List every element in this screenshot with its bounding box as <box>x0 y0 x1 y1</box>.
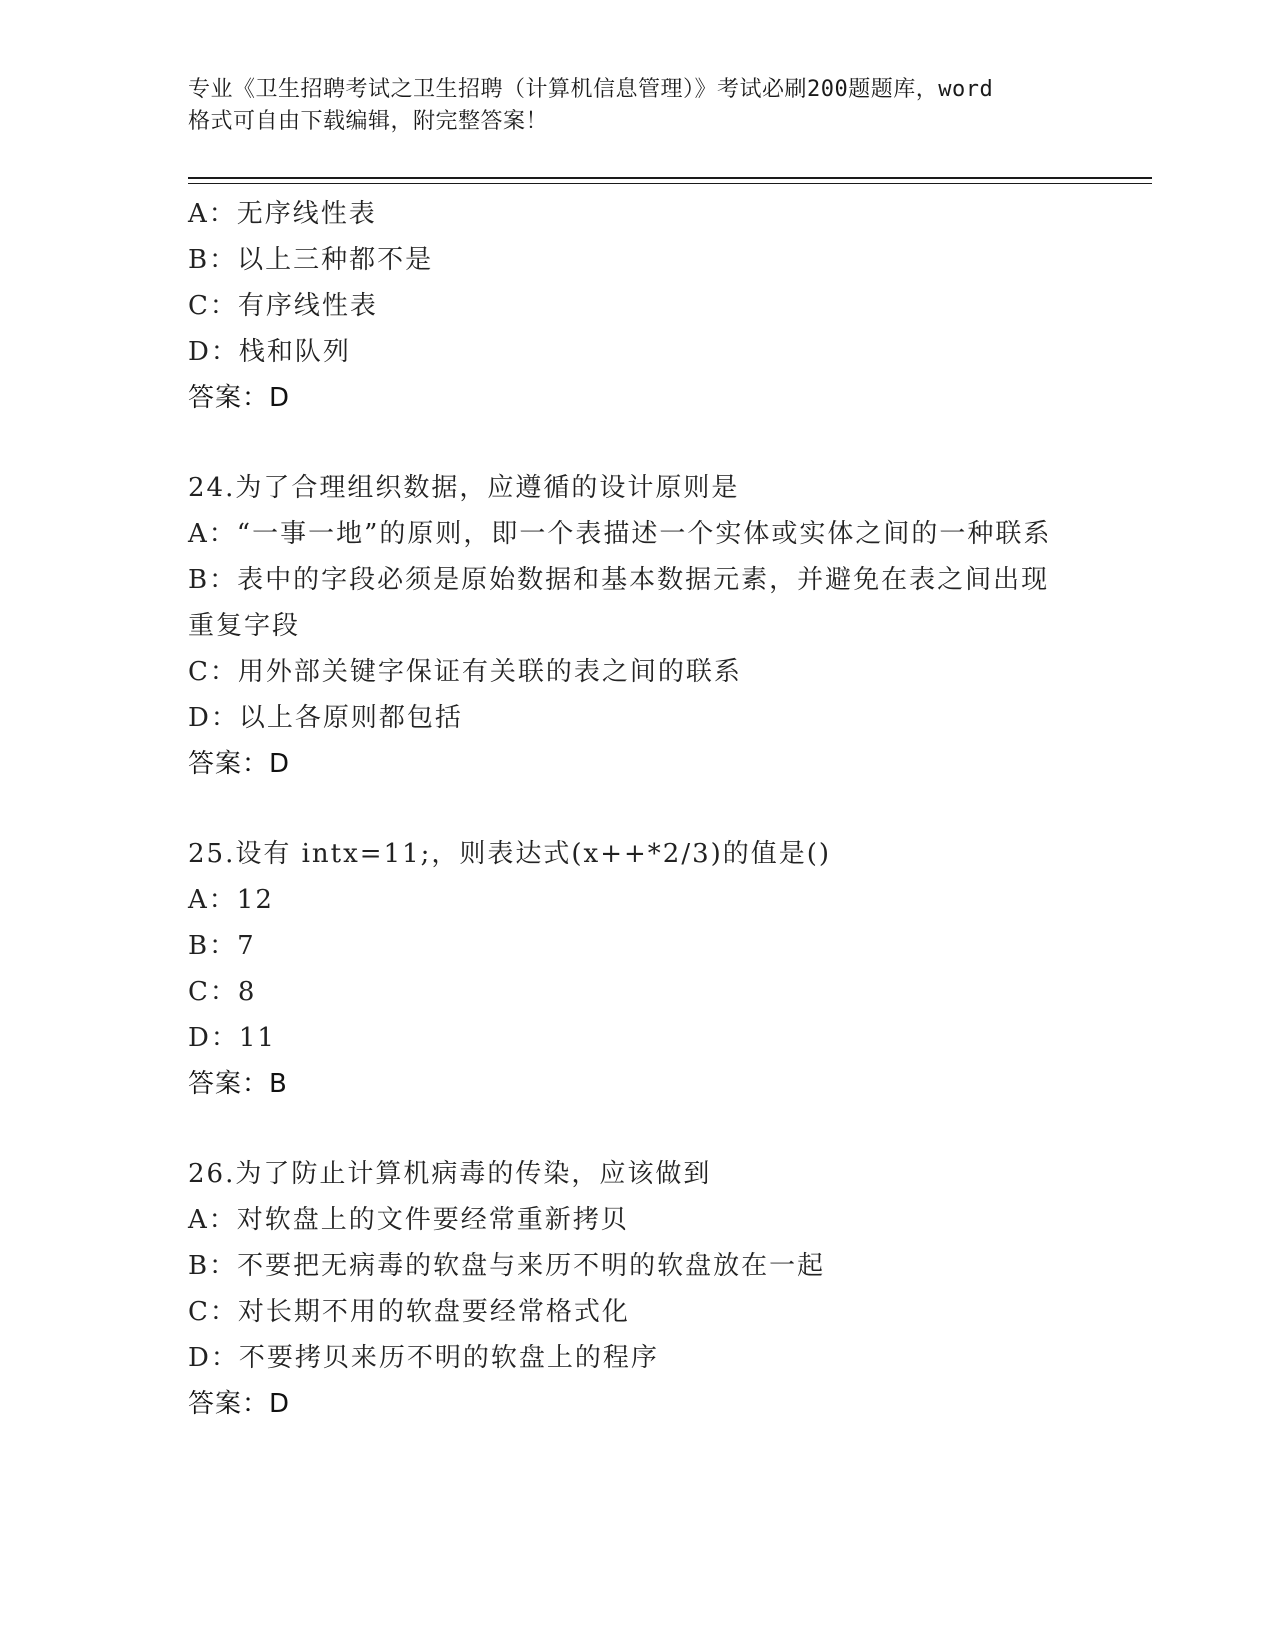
question-26-option-d: D：不要拷贝来历不明的软盘上的程序 <box>188 1343 659 1373</box>
question-24-answer: 答案：D <box>188 749 291 779</box>
question-25-answer: 答案：B <box>188 1069 288 1099</box>
question-24-option-c: C：用外部关键字保证有关联的表之间的联系 <box>188 657 742 687</box>
question-24-block <box>188 465 1088 787</box>
question-list <box>188 191 1088 1427</box>
question-26-option-a: A：对软盘上的文件要经常重新拷贝 <box>188 1205 629 1235</box>
question-26-answer: 答案：D <box>188 1389 291 1419</box>
question-26-block <box>188 1151 1088 1427</box>
question-25-option-c: C：8 <box>188 977 257 1007</box>
question-23-option-a: A：无序线性表 <box>188 199 377 229</box>
header-rule-thick <box>188 177 1152 179</box>
question-25-option-d: D：11 <box>188 1023 276 1053</box>
question-24-option-b: B：表中的字段必须是原始数据和基本数据元素，并避免在表之间出现重复字段 <box>188 565 1050 641</box>
question-26-option-c: C：对长期不用的软盘要经常格式化 <box>188 1297 630 1327</box>
question-23-block <box>188 191 1088 421</box>
question-25-block <box>188 831 1088 1107</box>
question-25-option-a: A：12 <box>188 885 274 915</box>
header-title-line-1: 专业《卫生招聘考试之卫生招聘（计算机信息管理）》考试必刷200题题库，word <box>188 77 994 102</box>
question-23-option-c: C：有序线性表 <box>188 291 378 321</box>
spacer <box>188 421 1088 465</box>
question-24-option-a: A：“一事一地”的原则，即一个表描述一个实体或实体之间的一种联系 <box>188 519 1052 549</box>
question-24-option-d: D：以上各原则都包括 <box>188 703 463 733</box>
question-25-text: 25.设有 intx=11;，则表达式(x++*2/3)的值是() <box>188 839 832 869</box>
question-26-option-b: B：不要把无病毒的软盘与来历不明的软盘放在一起 <box>188 1251 826 1281</box>
question-26-text: 26.为了防止计算机病毒的传染，应该做到 <box>188 1159 712 1189</box>
question-23-answer: 答案：D <box>188 383 291 413</box>
question-23-option-d: D：栈和队列 <box>188 337 351 367</box>
question-23-option-b: B：以上三种都不是 <box>188 245 434 275</box>
question-25-option-b: B：7 <box>188 931 256 961</box>
header-rule-thin <box>188 183 1152 184</box>
header-title-line-2: 格式可自由下载编辑，附完整答案！ <box>188 109 549 134</box>
spacer <box>188 1107 1088 1151</box>
document-header <box>188 74 1098 138</box>
spacer <box>188 787 1088 831</box>
question-24-text: 24.为了合理组织数据，应遵循的设计原则是 <box>188 473 740 503</box>
